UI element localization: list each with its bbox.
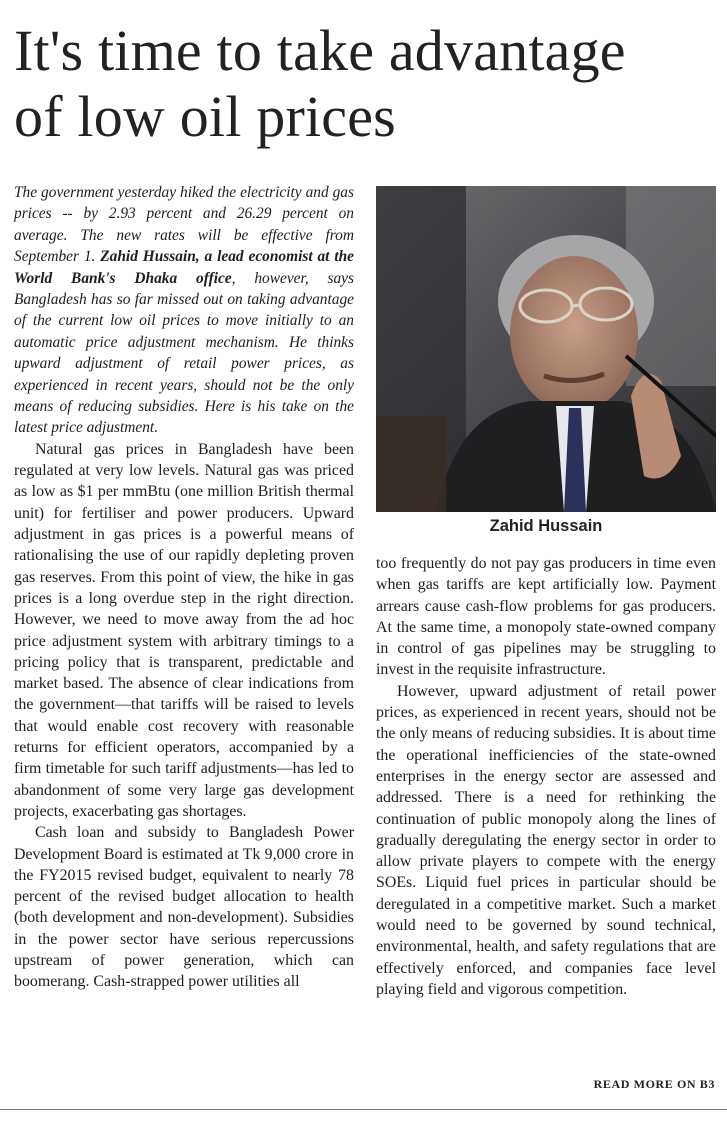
page-divider [0,1109,727,1110]
intro-bold-name: Zahid Hussain, a lead economist at the World Bank's Dhaka office [14,248,354,287]
left-column [14,182,354,993]
read-more-link[interactable]: READ MORE ON B3 [593,1077,715,1091]
body-paragraph-2-continued: too frequently do not pay gas producers in time even when gas tariffs are kept artificially low. Payment arrears cause cash-flow problems for gas producers. At the same time, a monopoly state-owned company in control of gas pipelines may be struggling to invest in the requisite infrastructure. [376,555,716,679]
body-paragraph-2: Cash loan and subsidy to Bangladesh Power Development Board is estimated at Tk 9,000 crore in the FY2015 revised budget, equivalent to nearly 78 percent of the revised budget allocation to health (both development and non-development). Subsidies in the power sector have serious repercussions upstream of power generation, which can boomerang. Cash-strapped power utilities all [14,824,354,991]
portrait-photo [376,186,716,512]
right-column [376,553,716,1000]
portrait-illustration [376,186,716,512]
intro-text-1: The government yesterday hiked the electricity and gas prices -- by 2.93 percent and 26.29 percent on average. The new rates will be effective from September 1. [14,184,354,266]
body-paragraph-3: However, upward adjustment of retail power prices, as experienced in recent years, should not be the only means of reducing subsidies. It is about time the operational inefficiencies of the state-owned enterprises in the energy sector are assessed and addressed. There is a need for rethinking the continuation of public monopoly along the lines of gradually deregulating the energy sector in order to allow private players to compete with the energy SOEs. Liquid fuel prices in particular should be deregulated in a competitive market. Such a market would need to be governed by sound technical, environmental, health, and safety regulations that are effectively enforced, and companies face level playing field and vigorous competition. [376,682,716,998]
intro-text-2: , however, says Bangladesh has so far missed out on taking advantage of the current low oil prices to move initially to an automatic price adjustment mechanism. He thinks upward adjustment of retail power prices, as experienced in recent years, should not be the only means of reducing subsidies. Here is his take on the latest price adjustment. [14,269,354,437]
intro-paragraph [14,182,354,439]
headline [14,18,719,150]
photo-caption: Zahid Hussain [489,517,603,535]
headline-line-2: of low oil prices [14,84,396,149]
body-paragraph-1: Natural gas prices in Bangladesh have been regulated at very low levels. Natural gas was priced as low as $1 per mmBtu (one million British thermal unit) for fertiliser and power producers. Upward adjustment in gas prices is a powerful means of rationalising the use of our rapidly depleting proven gas reserves. From this point of view, the hike in gas prices is a long overdue step in the right direction. However, we need to move away from the ad hoc price adjustment system with arbitrary timings to a pricing policy that is transparent, predictable and market based. The absence of clear indications from the government—that tariffs will be raised to levels that would enable cost recovery with reasonable returns for efficient operators, accompanied by a firm timetable for such tariff adjustments—has led to abandonment of some very large gas development projects, exacerbating gas shortages. [14,440,354,820]
headline-line-1: It's time to take advantage [14,18,626,83]
